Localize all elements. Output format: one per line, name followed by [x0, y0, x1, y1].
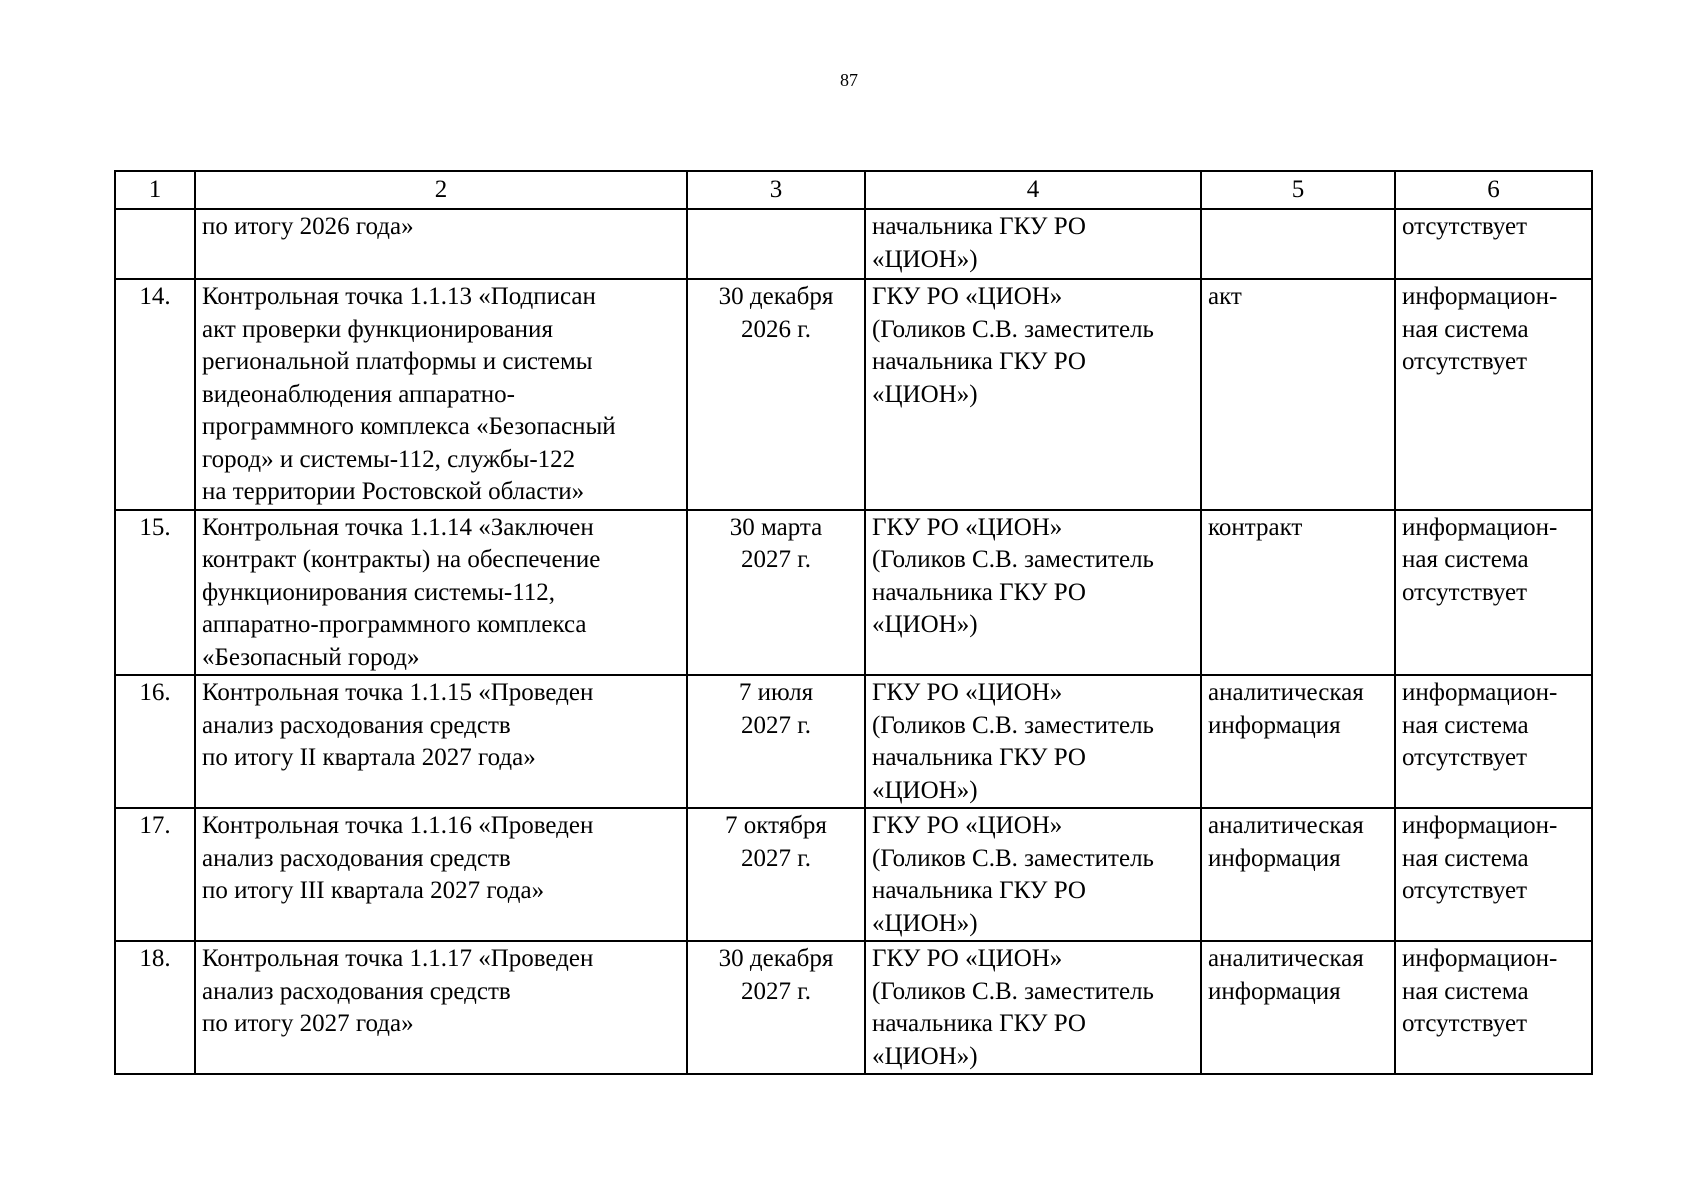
deadline-cell	[687, 675, 865, 808]
responsible-cell	[865, 941, 1201, 1074]
cell-line: отсутствует	[1402, 744, 1528, 771]
cell-line: по итогу II квартала 2027 года»	[202, 744, 536, 771]
cell-line: начальника ГКУ РО	[872, 744, 1086, 771]
cell-line: анализ расходования средств	[202, 977, 511, 1005]
cell-line: контракт (контракты) на обеспечение	[202, 546, 601, 573]
cell-line: 30 марта	[729, 513, 823, 541]
cell-line: по итогу 2026 года»	[202, 213, 414, 240]
cell-line: (Голиков С.В. заместитель	[872, 546, 1154, 573]
info-system-cell	[1395, 675, 1592, 808]
cell-line: ГКУ РО «ЦИОН»	[872, 513, 1063, 541]
control-points-table	[114, 170, 1593, 1075]
row-number-cell: 18.	[115, 941, 195, 1074]
header-col-5: 5	[1201, 171, 1395, 209]
cell-line: контракт	[1208, 513, 1303, 541]
table-row	[115, 209, 1592, 279]
cell-line: по итогу III квартала 2027 года»	[202, 877, 545, 904]
table-header-row	[115, 171, 1592, 209]
control-point-name-cell	[195, 279, 687, 510]
cell-line: начальника ГКУ РО	[872, 877, 1086, 904]
cell-line: отсутствует	[1402, 877, 1528, 904]
control-point-name-cell	[195, 675, 687, 808]
cell-line: Контрольная точка 1.1.17 «Проведен	[202, 945, 594, 972]
row-number-cell: 17.	[115, 808, 195, 941]
cell-line: 2027 г.	[741, 546, 811, 573]
cell-line: видеонаблюдения аппаратно-	[202, 380, 515, 408]
info-system-cell	[1395, 510, 1592, 676]
cell-line: аппаратно-программного комплекса	[202, 611, 587, 638]
header-col-6: 6	[1395, 171, 1592, 209]
cell-line: ная система	[1402, 977, 1529, 1005]
cell-line: отсутствует	[1402, 348, 1528, 375]
cell-line: региональной платформы и системы	[202, 348, 593, 375]
cell-line: анализ расходования средств	[202, 844, 511, 872]
document-type-cell	[1201, 510, 1395, 676]
document-type-cell	[1201, 209, 1395, 279]
cell-line: «ЦИОН»)	[872, 611, 978, 638]
cell-line: отсутствует	[1402, 578, 1528, 606]
control-point-name-cell	[195, 209, 687, 279]
info-system-cell	[1395, 209, 1592, 279]
responsible-cell	[865, 209, 1201, 279]
cell-line: аналитическая	[1208, 945, 1364, 972]
cell-line: информация	[1208, 844, 1341, 872]
cell-line: анализ расходования средств	[202, 711, 511, 739]
cell-line: информацион-	[1402, 812, 1558, 839]
cell-line: «ЦИОН»)	[872, 380, 978, 408]
table-row	[115, 510, 1592, 676]
cell-line: (Голиков С.В. заместитель	[872, 977, 1154, 1005]
cell-line: отсутствует	[1402, 213, 1528, 240]
table-row	[115, 808, 1592, 941]
cell-line: «Безопасный город»	[202, 643, 420, 671]
cell-line: Контрольная точка 1.1.13 «Подписан	[202, 283, 596, 310]
cell-line: ная система	[1402, 315, 1529, 343]
cell-line: 7 июля	[738, 679, 814, 706]
responsible-cell	[865, 279, 1201, 510]
info-system-cell	[1395, 808, 1592, 941]
header-col-3: 3	[687, 171, 865, 209]
responsible-cell	[865, 675, 1201, 808]
document-type-cell	[1201, 279, 1395, 510]
cell-line: информацион-	[1402, 945, 1558, 972]
document-type-cell	[1201, 808, 1395, 941]
info-system-cell	[1395, 941, 1592, 1074]
cell-line: ГКУ РО «ЦИОН»	[872, 679, 1063, 706]
cell-line: информация	[1208, 977, 1341, 1005]
cell-line: аналитическая	[1208, 679, 1364, 706]
control-point-name-cell	[195, 941, 687, 1074]
cell-line: «ЦИОН»)	[872, 776, 978, 804]
document-type-cell	[1201, 675, 1395, 808]
cell-line: ГКУ РО «ЦИОН»	[872, 945, 1063, 972]
cell-line: начальника ГКУ РО	[872, 348, 1086, 375]
responsible-cell	[865, 510, 1201, 676]
cell-line: 7 октября	[725, 812, 827, 839]
cell-line: (Голиков С.В. заместитель	[872, 711, 1154, 739]
cell-line: ная система	[1402, 711, 1529, 739]
cell-line: (Голиков С.В. заместитель	[872, 844, 1154, 872]
cell-line: (Голиков С.В. заместитель	[872, 315, 1154, 343]
row-number-cell: 14.	[115, 279, 195, 510]
cell-line: ная система	[1402, 844, 1529, 872]
page-number: 87	[840, 70, 858, 90]
header-col-4: 4	[865, 171, 1201, 209]
cell-line: на территории Ростовской области»	[202, 478, 585, 505]
cell-line: отсутствует	[1402, 1010, 1528, 1037]
cell-line: информацион-	[1402, 513, 1558, 541]
cell-line: акт проверки функционирования	[202, 315, 553, 343]
cell-line: город» и системы-112, службы-122	[202, 445, 576, 473]
responsible-cell	[865, 808, 1201, 941]
cell-line: 2026 г.	[741, 315, 811, 343]
cell-line: Контрольная точка 1.1.14 «Заключен	[202, 513, 594, 541]
row-number-cell: 15.	[115, 510, 195, 676]
cell-line: «ЦИОН»)	[872, 909, 978, 937]
cell-line: ная система	[1402, 546, 1529, 573]
cell-line: ГКУ РО «ЦИОН»	[872, 283, 1063, 310]
header-col-1: 1	[115, 171, 195, 209]
table-row	[115, 279, 1592, 510]
deadline-cell	[687, 279, 865, 510]
control-point-name-cell	[195, 510, 687, 676]
cell-line: 2027 г.	[741, 711, 811, 739]
cell-line: по итогу 2027 года»	[202, 1010, 414, 1037]
deadline-cell	[687, 808, 865, 941]
cell-line: 2027 г.	[741, 844, 811, 872]
cell-line: информацион-	[1402, 679, 1558, 706]
cell-line: информация	[1208, 711, 1341, 739]
cell-line: функционирования системы-112,	[202, 578, 556, 606]
cell-line: «ЦИОН»)	[872, 1042, 978, 1070]
deadline-cell	[687, 510, 865, 676]
cell-line: Контрольная точка 1.1.15 «Проведен	[202, 679, 594, 706]
control-point-name-cell	[195, 808, 687, 941]
cell-line: Контрольная точка 1.1.16 «Проведен	[202, 812, 594, 839]
table-row	[115, 941, 1592, 1074]
cell-line: информацион-	[1402, 283, 1558, 310]
row-number-cell	[115, 209, 195, 279]
cell-line: 2027 г.	[741, 977, 811, 1005]
info-system-cell	[1395, 279, 1592, 510]
cell-line: программного комплекса «Безопасный	[202, 413, 616, 440]
cell-line: ГКУ РО «ЦИОН»	[872, 812, 1063, 839]
deadline-cell	[687, 941, 865, 1074]
document-type-cell	[1201, 941, 1395, 1074]
cell-line: начальника ГКУ РО	[872, 213, 1086, 240]
table-body	[115, 209, 1592, 1074]
cell-line: начальника ГКУ РО	[872, 578, 1086, 606]
cell-line: 30 декабря	[718, 283, 834, 310]
row-number-cell: 16.	[115, 675, 195, 808]
header-col-2: 2	[195, 171, 687, 209]
cell-line: 30 декабря	[718, 945, 834, 972]
cell-line: «ЦИОН»)	[872, 245, 978, 273]
cell-line: начальника ГКУ РО	[872, 1010, 1086, 1037]
table-row	[115, 675, 1592, 808]
cell-line: акт	[1208, 283, 1242, 310]
deadline-cell	[687, 209, 865, 279]
cell-line: аналитическая	[1208, 812, 1364, 839]
